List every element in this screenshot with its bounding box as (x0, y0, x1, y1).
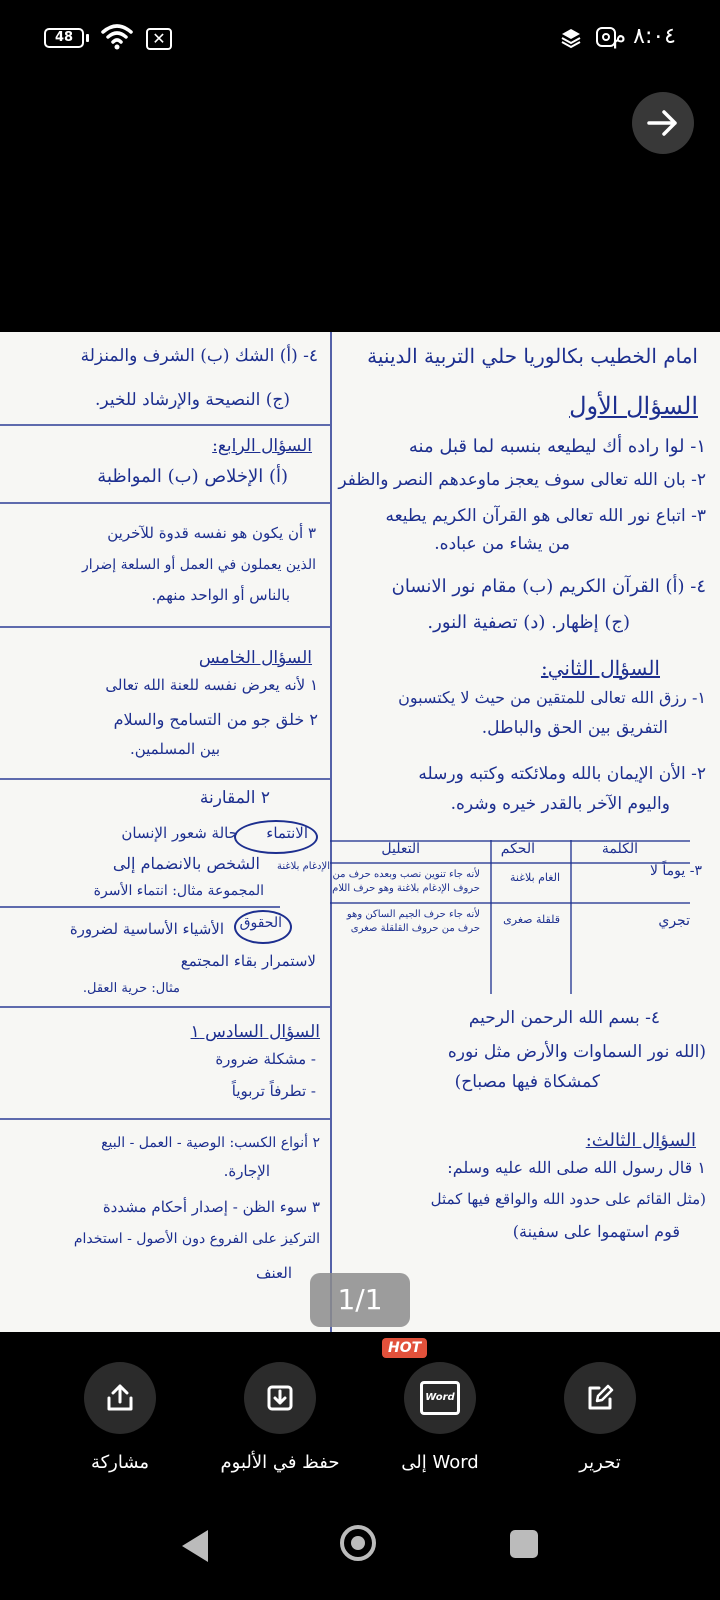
table-cell-word: تجري (658, 913, 690, 929)
table-cell-word: ٣- يوماً لا (649, 863, 702, 879)
next-arrow-button[interactable] (632, 92, 694, 154)
q3-title: السؤال الثالث: (585, 1130, 696, 1151)
save-to-album-button[interactable] (190, 1362, 370, 1473)
table-header: الكلمة (601, 841, 638, 857)
share-label: مشاركة (90, 1452, 150, 1473)
rights-label: الحقوق (239, 915, 282, 931)
q2-title: السؤال الثاني: (540, 656, 660, 680)
rights-line: مثال: حرية العقل. (82, 981, 180, 996)
rights-line: لاستمرار بقاء المجتمع (180, 952, 316, 970)
q1-line: ٤- (أ) القرآن الكريم (ب) مقام نور الانسان (391, 576, 706, 597)
rights-line: الأشياء الأساسية لضرورة (69, 920, 224, 938)
q4-title: السؤال الرابع: (212, 436, 312, 456)
belonging-line: الشخص بالانضمام إلى (112, 854, 260, 873)
q6-line: الإجارة. (223, 1162, 270, 1180)
hot-badge: HOT (382, 1338, 427, 1358)
section-divider (0, 1006, 330, 1008)
q2-line: ٢- الأن الإيمان بالله وملائكته وكتبه ورسله (418, 764, 706, 784)
section-divider (0, 424, 330, 426)
table-header: الحكم (500, 841, 535, 857)
q1-line: ٣- اتباع نور الله تعالى هو القرآن الكريم يطيعه (385, 506, 706, 526)
q5-line: ٢ خلق جو من التسامح والسلام (113, 710, 318, 729)
q2-line: واليوم الآخر بالقدر خيره وشره. (450, 794, 670, 814)
share-button[interactable] (30, 1362, 210, 1473)
layers-icon (560, 27, 582, 49)
q5-line: بين المسلمين. (129, 740, 220, 758)
q1-line: ٢- بان الله تعالى سوف يعجز ماوعدهم النصر والظفر (338, 470, 706, 490)
action-bar (0, 1332, 720, 1472)
section-divider (0, 778, 330, 780)
table-cell-reason: لأنه جاء تنوين نصب وبعده حرف من حروف الإدغام بلاغنة وهو حرف اللام (332, 869, 480, 894)
wifi-icon (100, 22, 134, 52)
table-cell-reason: لأنه جاء حرف الجيم الساكن وهو حرف من حروف القلقلة صغرى (346, 909, 480, 934)
verse-line: (الله نور السماوات والأرض مثل نوره (447, 1042, 706, 1062)
comparison-side-note: الإدغام بلاغنة (277, 861, 330, 872)
q4-line: بالناس أو الواحد منهم. (151, 586, 290, 604)
q6-line: التركيز على الفروع دون الأصول - استخدام (73, 1231, 320, 1247)
to-word-button[interactable] (350, 1340, 530, 1473)
document-image[interactable] (0, 332, 720, 1332)
table-col-line (490, 840, 492, 994)
status-bar (0, 0, 720, 80)
battery-tip (86, 34, 89, 42)
edit-icon (584, 1382, 616, 1414)
section-divider (0, 1118, 330, 1120)
home-icon[interactable] (340, 1525, 376, 1561)
belonging-label: الانتماء (266, 824, 308, 842)
battery-icon: 48 (44, 28, 84, 48)
q4-line: ٣ أن يكون هو نفسه قدوة للآخرين (107, 524, 316, 542)
table-cell-ruling: الغام بلاغنة (510, 871, 560, 884)
q1-line: ١- لوا راده أك ليطيعه بنسبه لما قبل منه (408, 436, 706, 457)
q6-line: ٣ سوء الظن - إصدار أحكام مشددة (102, 1198, 320, 1216)
q1-line: (ج) إظهار. (د) تصفية النور. (427, 612, 630, 633)
q3-line: ١ قال رسول الله صلى الله عليه وسلم: (447, 1158, 706, 1177)
belonging-line: المجموعة مثال: انتماء الأسرة (93, 883, 264, 899)
q1-title: السؤال الأول (569, 392, 698, 420)
table-row-line (330, 902, 690, 904)
q3-line: قوم استهموا على سفينة) (512, 1222, 680, 1241)
back-icon[interactable] (182, 1530, 208, 1562)
recents-icon[interactable] (510, 1530, 538, 1558)
q6-line: العنف (255, 1264, 292, 1282)
q6-line: ٢ أنواع الكسب: الوصية - العمل - البيع (101, 1135, 320, 1151)
section-divider (0, 906, 280, 908)
edit-label: تحرير (579, 1452, 621, 1473)
q5-line: ١ لأنه يعرض نفسه للعنة الله تعالى (105, 676, 318, 694)
doc-header: امام الخطيب بكالوريا حلي التربية الدينية (367, 344, 698, 368)
edit-button[interactable] (510, 1362, 690, 1473)
share-icon (104, 1382, 136, 1414)
to-word-label: إلى Word (401, 1452, 479, 1473)
q2-item-4: ٤- بسم الله الرحمن الرحيم (468, 1008, 660, 1028)
left-top-line: ٤- (أ) الشك (ب) الشرف والمنزلة (80, 346, 318, 366)
table-header-line (330, 862, 690, 864)
q2-line: ١- رزق الله تعالى للمتقين من حيث لا يكتسبون (398, 688, 706, 707)
status-time: ٨:٠٤ م (612, 24, 676, 49)
q3-line: (مثل القائم على حدود الله والواقع فيها كمثل (430, 1190, 706, 1208)
q5-title: السؤال الخامس (198, 648, 312, 668)
q4-line: الذين يعملون في العمل أو السلعة إضرار (82, 557, 316, 573)
table-header: التعليل (381, 841, 420, 857)
table-cell-ruling: قلقلة صغرى (503, 913, 560, 926)
download-icon (264, 1382, 296, 1414)
left-top-line: (ج) النصيحة والإرشاد للخير. (95, 390, 290, 410)
arrow-right-icon (646, 108, 680, 138)
q6-line: - تطرفاً تربوياً (231, 1082, 316, 1100)
navigation-bar (0, 1500, 720, 1600)
page-indicator: 1/1 (310, 1273, 410, 1327)
column-divider (330, 332, 332, 1332)
q2-line: التفريق بين الحق والباطل. (481, 718, 668, 738)
section-divider (0, 626, 330, 628)
belonging-line: حالة شعور الإنسان (121, 824, 238, 842)
verse-line: كمشكاة فيها مصباح) (454, 1072, 600, 1092)
q6-title: السؤال السادس ١ (190, 1022, 320, 1042)
q4-answer: (أ) الإخلاص (ب) المواظبة (97, 466, 288, 487)
q1-line: من يشاء من عباده. (434, 534, 570, 554)
table-col-line (570, 840, 572, 994)
word-icon: Word (420, 1381, 460, 1415)
section-divider (0, 502, 330, 504)
q6-line: - مشكلة ضرورة (215, 1050, 316, 1068)
comparison-title: ٢ المقارنة (199, 788, 270, 808)
save-to-album-label: حفظ في الألبوم (220, 1452, 340, 1473)
no-sim-icon: ✕ (146, 28, 172, 50)
